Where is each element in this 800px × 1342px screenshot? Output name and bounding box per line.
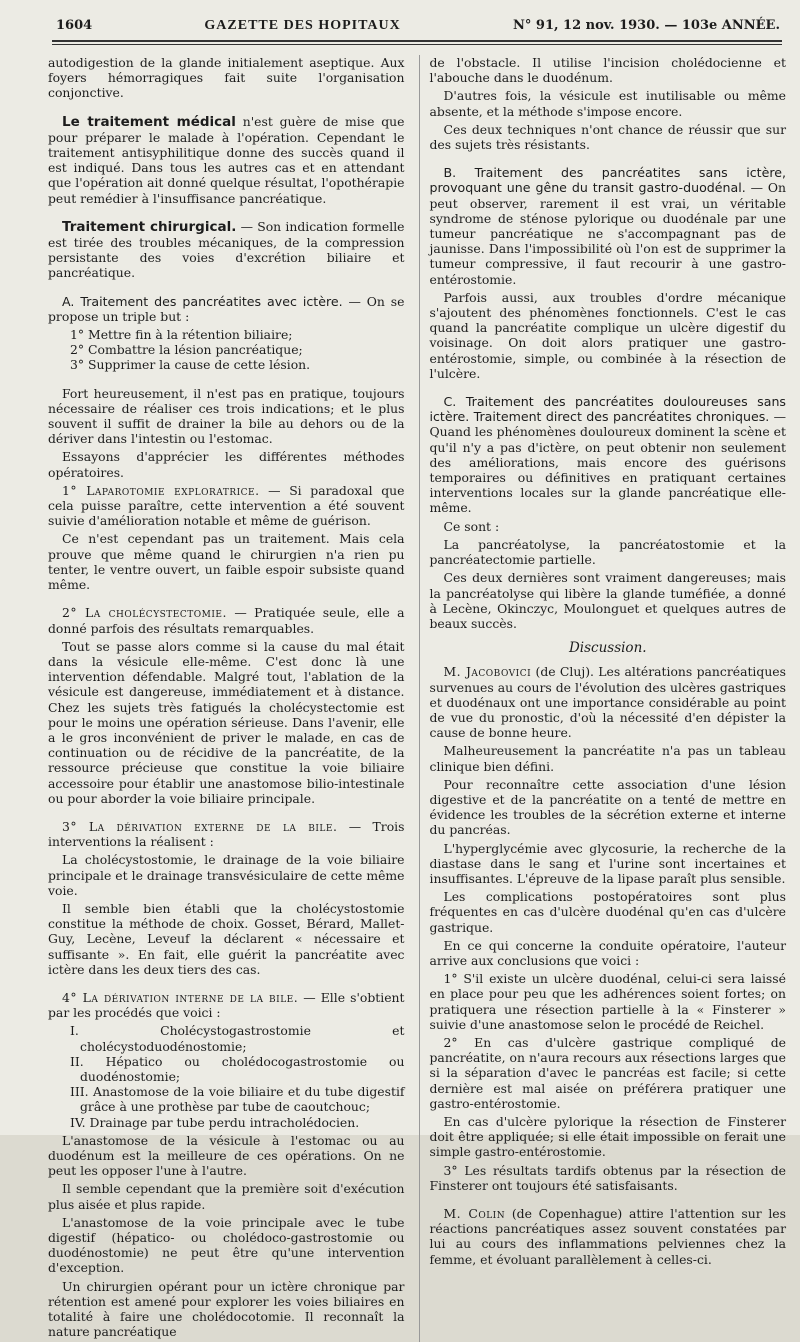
- paragraph-text: — On peut observer, rarement il est vrai, un véritable syndrome de sténose pylorique ou duodénale par une tumeur pancréatique ne s'accompagnant pas de jaunisse. Dans l'impossibilité où l'on est de supprimer la tumeur compressive, il faut recourir à une gastro-entérostomie.: [429, 180, 786, 287]
- paragraph: autodigestion de la glande initialement aseptique. Aux foyers hémorragiques fait suite l'organisation conjonctive.: [48, 55, 405, 101]
- paragraph: [48, 114, 405, 206]
- paragraph: En ce qui concerne la conduite opératoire, l'auteur arrive aux conclusions que voici :: [429, 937, 786, 968]
- paragraph: Fort heureusement, il n'est pas en pratique, toujours nécessaire de réaliser ces trois indications; et le plus souvent il suffit de drainer la bile au dehors ou de la dériver dans l'intestin ou l'estomac.: [48, 385, 405, 447]
- list-item: II. Hépatico ou cholédocogastrostomie ou duodénostomie;: [70, 1053, 405, 1084]
- paragraph: Il semble bien établi que la cholécystostomie constitue la méthode de choix. Gosset, Bérard, Mallet-Guy, Lecène, Leveuf la déclarent « nécessaire et suffisante ». En fait, elle guérit la pancréatite avec ictère dans les deux tiers des cas.: [48, 900, 405, 977]
- author-name: M. Jacobovici: [443, 664, 532, 680]
- paragraph: Ces deux techniques n'ont chance de réussir que sur des sujets très résistants.: [429, 121, 786, 153]
- paragraph: D'autres fois, la vésicule est inutilisable ou même absente, et la méthode s'impose encore.: [429, 88, 786, 119]
- section-heading: Le traitement médical: [62, 113, 236, 130]
- paragraph: [48, 294, 405, 324]
- paragraph: La cholécystostomie, le drainage de la voie biliaire principale et le drainage transvésiculaire de cette même voie.: [48, 852, 405, 898]
- paragraph-text: — On se propose un triple but :: [48, 293, 405, 324]
- page-header: [48, 18, 786, 38]
- paragraph: Ces deux dernières sont vraiment dangereuses; mais la pancréatolyse qui libère la glande tuméfiée, a donné à Lecène, Okinczyc, Moulonguet et quelques autres de beaux succès.: [429, 570, 786, 631]
- method-label: 4° La dérivation interne de la bile.: [62, 989, 299, 1005]
- paragraph: Pour reconnaître cette association d'une lésion digestive et de la pancréatite on a tenté de mettre en évidence les troubles de la sécrétion externe et interne du pancréas.: [429, 776, 786, 838]
- list-item: 2° Combattre la lésion pancréatique;: [70, 342, 303, 358]
- paragraph-text: — Elle s'obtient par les procédés que voici :: [48, 989, 405, 1021]
- paragraph: Ce sont :: [443, 518, 500, 534]
- method-label: 1° Laparotomie exploratrice.: [62, 482, 260, 498]
- paragraph: [430, 1206, 787, 1267]
- list: [48, 1023, 405, 1129]
- paragraph: [48, 990, 405, 1020]
- list-item: IV. Drainage par tube perdu intracholédocien.: [70, 1114, 360, 1130]
- paragraph: 1° S'il existe un ulcère duodénal, celui-ci sera laissé en place pour peu que les adhérences soient fortes; on pratiquera une résection partielle à la « Finsterer » suivie d'une anastomose selon le procédé de Reichel.: [429, 971, 786, 1032]
- right-column: [419, 55, 787, 1342]
- paragraph: Les complications postopératoires sont plus fréquentes en cas d'ulcère duodénal qu'en cas d'ulcère gastrique.: [429, 889, 786, 935]
- paragraph-text: (de Cluj). Les altérations pancréatiques survenues au cours de l'évolution des ulcères gastriques et duodénaux ont une importance considérable au point de vue du pronostic, d'où la nécessité d'en dépister la cause de bonne heure.: [429, 664, 787, 741]
- paragraph: Tout se passe alors comme si la cause du mal était dans la vésicule elle-même. C'est donc là une intervention défendable. Malgré tout, l'ablation de la vésicule est dangereuse, immédiatement et à distance. Chez les sujets très fatigués la cholécystectomie est pour le moins une opération sérieuse. Dans l'avenir, elle a le gros inconvénient de priver le malade, en cas de continuation ou de récidive de la pancréatite, de la ressource précieuse que constitue la voie biliaire accessoire pour établir une anastomose bilio-intestinale ou pour aborder la voie biliaire principale.: [48, 638, 405, 806]
- paragraph: Parfois aussi, aux troubles d'ordre mécanique s'ajoutent des phénomènes fonctionnels. C'est le cas quand la pancréatite complique un ulcère digestif du voisinage. On doit alors pratiquer une gastro-entérostomie, simple, ou combinée à la résection de l'ulcère.: [429, 289, 786, 381]
- paragraph: L'hyperglycémie avec glycosurie, la recherche de la diastase dans le sang et l'urine sont incertaines et insuffisantes. L'épreuve de la lipase paraît plus sensible.: [429, 840, 786, 886]
- paragraph: Il semble cependant que la première soit d'exécution plus aisée et plus rapide.: [48, 1181, 405, 1212]
- header-rule: [52, 40, 782, 45]
- subsection-heading: A. Traitement des pancréatites avec ictère.: [62, 293, 343, 309]
- paragraph: 3° Les résultats tardifs obtenus par la résection de Finsterer ont toujours été satisfaisants.: [429, 1162, 786, 1193]
- list-item: I. Cholécystogastrostomie et cholécystoduodénostomie;: [70, 1023, 405, 1054]
- paragraph: de l'obstacle. Il utilise l'incision cholédocienne et l'abouche dans le duodénum.: [429, 55, 786, 86]
- paragraph: [48, 219, 405, 281]
- paragraph-text: — Quand les phénomènes douloureux dominent la scène et qu'il n'y a pas d'ictère, on peut obtenir non seulement des améliorations, mais encore des guérisons temporaires ou définitives en pratiquant certaines interventions locales sur la glande pancréatique elle-même.: [429, 409, 786, 516]
- paragraph: Malheureusement la pancréatite n'a pas un tableau clinique bien défini.: [429, 743, 786, 774]
- paragraph: [48, 605, 405, 635]
- method-label: 2° La cholécystectomie.: [62, 605, 227, 621]
- paragraph-text: — Trois interventions la réalisent :: [48, 818, 405, 850]
- issue-info: N° 91, 12 nov. 1930. — 103e ANNÉE.: [513, 18, 780, 33]
- paragraph: La pancréatolyse, la pancréatostomie et la pancréatectomie partielle.: [429, 536, 786, 568]
- discussion-heading: Discussion.: [568, 640, 647, 657]
- paragraph-text: — Pratiquée seule, elle a donné parfois des résultats remarquables.: [48, 605, 405, 636]
- list-item: III. Anastomose de la voie biliaire et du tube digestif grâce à une prothèse par tube de caoutchouc;: [70, 1084, 405, 1115]
- subsection-heading: C. Traitement des pancréatites douloureuses sans ictère. Traitement direct des pancréatites chroniques.: [429, 394, 786, 425]
- paragraph: [430, 394, 787, 516]
- list-item: 3° Supprimer la cause de cette lésion.: [70, 357, 311, 373]
- paragraph-text: — Si paradoxal que cela puisse paraître, cette intervention a été souvent suivie d'amélioration notable et même de guérison.: [48, 482, 405, 529]
- paragraph-text: — Son indication formelle est tirée des troubles mécaniques, de la compression persistante des voies d'excrétion biliaire et pancréatique.: [48, 218, 405, 281]
- paragraph: L'anastomose de la voie principale avec le tube digestif (hépatico- ou cholédoco-gastrostomie ou duodénostomie) ne peut être qu'une intervention d'exception.: [48, 1214, 405, 1276]
- paragraph: [430, 664, 787, 740]
- page-number: 1604: [56, 18, 93, 33]
- text-columns: [48, 55, 786, 1342]
- paragraph: [48, 483, 405, 529]
- section-heading: Traitement chirurgical.: [62, 218, 237, 235]
- paragraph: Un chirurgien opérant pour un ictère chronique par rétention est amené pour explorer les voies biliaires en totalité à faire une cholédocotomie. Il reconnaît la nature pancréatique: [48, 1278, 405, 1340]
- list-item: 1° Mettre fin à la rétention biliaire;: [70, 327, 293, 343]
- paragraph: 2° En cas d'ulcère gastrique compliqué de pancréatite, on n'aura recours aux résections larges que si la séparation d'avec le pancréas est facile; si cette dernière est mal aisée on préférera pratiquer une gastro-entérostomie.: [429, 1034, 786, 1111]
- left-column: [48, 55, 405, 1342]
- method-label: 3° La dérivation externe de la bile.: [62, 818, 338, 834]
- paragraph: [48, 819, 405, 849]
- paragraph-text: n'est guère de mise que pour préparer le malade à l'opération. Cependant le traitement antisyphilitique donne des succès quand il est indiqué. Dans tous les autres cas et en attendant que l'opération ait donné quelque résultat, l'opothérapie peut remédier à l'insuffisance pancréatique.: [48, 113, 405, 206]
- journal-title: GAZETTE DES HOPITAUX: [204, 18, 401, 33]
- paragraph: L'anastomose de la vésicule à l'estomac ou au duodénum est la meilleure de ces opérations. On ne peut les opposer l'une à l'autre.: [48, 1132, 405, 1179]
- paragraph: Ce n'est cependant pas un traitement. Mais cela prouve que même quand le chirurgien n'a rien pu tenter, le ventre ouvert, un faible espoir subsiste quand même.: [48, 531, 405, 593]
- paragraph-text: (de Copenhague) attire l'attention sur les réactions pancréatiques assez souvent constatées par lui au cours des inflammations pelviennes chez la femme, et évoluant parallèlement à celles-ci.: [429, 1206, 786, 1267]
- paragraph: Essayons d'apprécier les différentes méthodes opératoires.: [48, 449, 405, 480]
- paragraph: [430, 165, 787, 287]
- paragraph: En cas d'ulcère pylorique la résection de Finsterer doit être appliquée; si elle était impossible on ferait une simple gastro-entérostomie.: [429, 1114, 786, 1160]
- author-name: M. Colin: [443, 1206, 506, 1222]
- list: [48, 327, 405, 373]
- subsection-heading: B. Traitement des pancréatites sans ictère, provoquant une gêne du transit gastro-duodénal.: [429, 165, 786, 196]
